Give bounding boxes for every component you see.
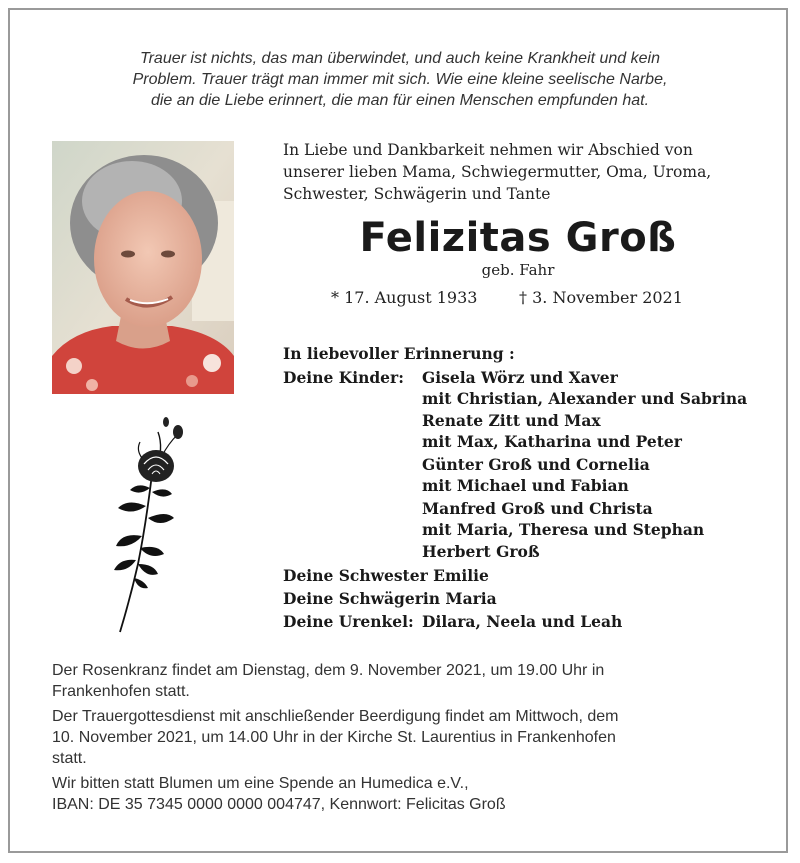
great-grandchildren-names: Dilara, Neela und Leah — [422, 612, 623, 631]
family-heading: In liebevoller Erinnerung : — [283, 344, 515, 363]
rosary-line: Der Rosenkranz findet am Dienstag, dem 9. November 2021, um 19.00 Uhr in — [52, 662, 605, 679]
funeral-line: 10. November 2021, um 14.00 Uhr in der Kirche St. Laurentius in Frankenhofen — [52, 729, 616, 746]
donation-iban: IBAN: DE 35 7345 0000 0000 004747, Kennwort: Felicitas Groß — [52, 796, 506, 813]
maiden-name: geb. Fahr — [481, 261, 555, 279]
sister-line: Deine Schwester Emilie — [283, 566, 489, 585]
quote-line: die an die Liebe erinnert, die man für einen Menschen empfunden hat. — [150, 92, 650, 109]
child-line: Gisela Wörz und Xaver — [422, 368, 618, 387]
donation-notice — [52, 773, 776, 815]
child-line: mit Christian, Alexander und Sabrina — [422, 389, 748, 408]
intro-line: In Liebe und Dankbarkeit nehmen wir Abschied von — [283, 141, 693, 159]
funeral-line: Der Trauergottesdienst mit anschließender Beerdigung findet am Mittwoch, dem — [52, 708, 619, 725]
intro-line: unserer lieben Mama, Schwiegermutter, Oma, Uroma, — [283, 163, 712, 181]
sister-in-law-line: Deine Schwägerin Maria — [283, 589, 497, 608]
child-line: Herbert Groß — [422, 542, 540, 561]
quote-line: Problem. Trauer trägt man immer mit sich. Wie eine kleine seelische Narbe, — [132, 71, 668, 88]
death-date: † 3. November 2021 — [519, 288, 683, 307]
service-notices — [52, 660, 776, 819]
child-line: mit Michael und Fabian — [422, 476, 629, 495]
farewell-intro — [283, 139, 753, 205]
rosary-notice — [52, 660, 776, 702]
child-line: mit Max, Katharina und Peter — [422, 432, 682, 451]
child-line: Günter Groß und Cornelia — [422, 455, 650, 474]
child-line: Manfred Groß und Christa — [422, 499, 653, 518]
donation-line: Wir bitten statt Blumen um eine Spende an Humedica e.V., — [52, 775, 469, 792]
great-grandchildren-label: Deine Urenkel: — [283, 612, 414, 631]
funeral-notice — [52, 706, 776, 769]
portrait-photo — [52, 141, 234, 394]
rose-icon — [108, 414, 196, 634]
quote-line: Trauer ist nichts, das man überwindet, und auch keine Krankheit und kein — [140, 50, 660, 67]
child-line: Renate Zitt und Max — [422, 411, 601, 430]
funeral-line: statt. — [52, 750, 87, 767]
child-line: mit Maria, Theresa und Stephan — [422, 520, 705, 539]
children-label: Deine Kinder: — [283, 368, 404, 387]
deceased-name: Felizitas Groß — [359, 215, 677, 261]
rosary-line: Frankenhofen statt. — [52, 683, 190, 700]
intro-line: Schwester, Schwägerin und Tante — [283, 185, 551, 203]
opening-quote — [40, 48, 760, 111]
birth-date: * 17. August 1933 — [331, 288, 478, 307]
